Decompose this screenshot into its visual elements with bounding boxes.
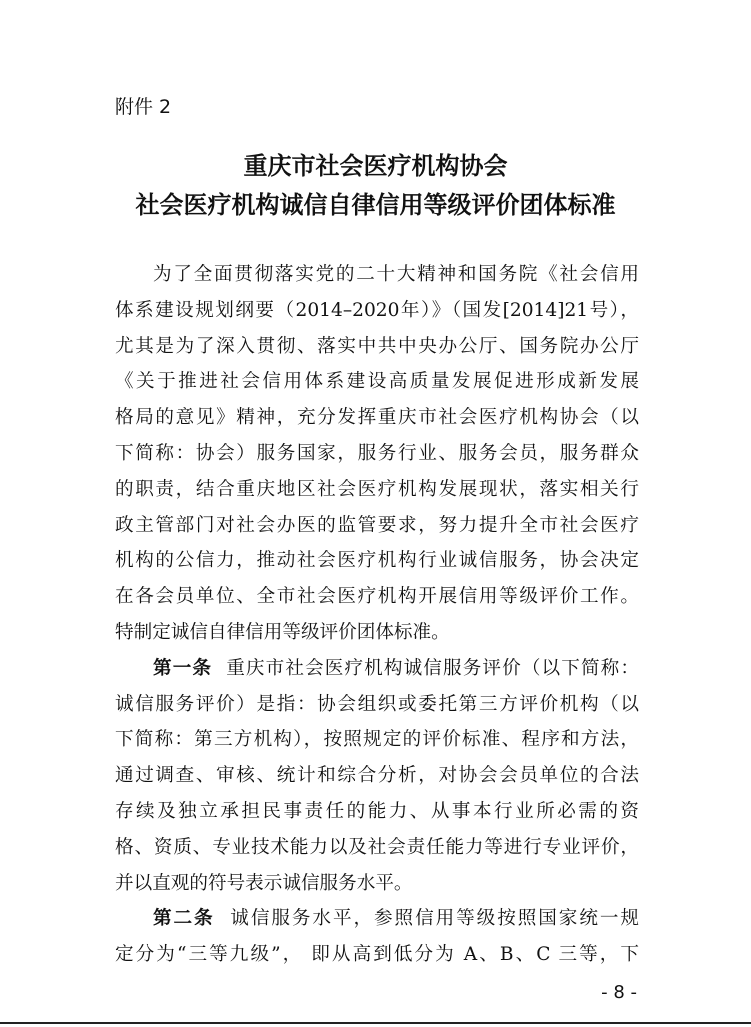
- paragraph-line: 存续及独立承担民事责任的能力、从事本行业所必需的资: [115, 800, 639, 822]
- article-2: [115, 901, 639, 973]
- paragraph-line: 定分为“三等九级”， 即从高到低分为 A、B、C 三等，下: [115, 944, 639, 966]
- paragraph-line: 的职责，结合重庆地区社会医疗机构发展现状，落实相关行: [115, 478, 639, 500]
- paragraph-line: 并以直观的符号表示诚信服务水平。: [115, 872, 413, 894]
- paragraph-line: 机构的公信力，推动社会医疗机构行业诚信服务，协会决定: [115, 550, 639, 572]
- article-heading: 第二条: [153, 908, 215, 930]
- paragraph-line: 下简称：第三方机构），按照规定的评价标准、程序和方法，: [115, 729, 639, 751]
- paragraph-line: 《关于推进社会信用体系建设高质量发展促进形成新发展: [115, 371, 639, 393]
- paragraph-line: 格局的意见》精神，充分发挥重庆市社会医疗机构协会（以: [115, 407, 639, 429]
- paragraph-line: 格、资质、专业技术能力以及社会责任能力等进行专业评价，: [115, 836, 639, 858]
- paragraph-line: 下简称：协会）服务国家，服务行业、服务会员，服务群众: [115, 442, 639, 464]
- document-body: [115, 257, 639, 973]
- article-first-line: [115, 651, 639, 687]
- paragraph-line: 特制定诚信自律信用等级评价团体标准。: [115, 621, 450, 643]
- paragraph-line: 诚信服务评价）是指：协会组织或委托第三方评价机构（以: [115, 693, 639, 715]
- article-heading: 第一条: [153, 657, 213, 679]
- article-text: 诚信服务水平，参照信用等级按照国家统一规: [230, 908, 639, 930]
- paragraph-line: 为了全面贯彻落实党的二十大精神和国务院《社会信用: [153, 264, 639, 285]
- paragraph-line: 体系建设规划纲要（2014–2020年）》（国发[2014]21号），: [115, 299, 639, 321]
- page-number: - 8 -: [601, 982, 637, 1003]
- article-text: 重庆市社会医疗机构诚信服务评价（以下简称：: [226, 657, 639, 679]
- document-title-line-2: 社会医疗机构诚信自律信用等级评价团体标准: [135, 191, 616, 219]
- article-first-line: [115, 901, 639, 937]
- paragraph-line: 尤其是为了深入贯彻、落实中共中央办公厅、国务院办公厅: [115, 335, 639, 357]
- paragraph-line: 通过调查、审核、统计和综合分析，对协会会员单位的合法: [115, 765, 639, 787]
- document-title-line-1: 重庆市社会医疗机构协会: [243, 152, 508, 180]
- paragraph-line: 政主管部门对社会办医的监管要求，努力提升全市社会医疗: [115, 514, 639, 536]
- article-1: [115, 651, 639, 902]
- paragraph-line: 在各会员单位、全市社会医疗机构开展信用等级评价工作。: [115, 586, 639, 608]
- bottom-divider: [0, 1022, 751, 1024]
- intro-paragraph: [115, 257, 639, 651]
- attachment-label: 附件 2: [115, 96, 172, 118]
